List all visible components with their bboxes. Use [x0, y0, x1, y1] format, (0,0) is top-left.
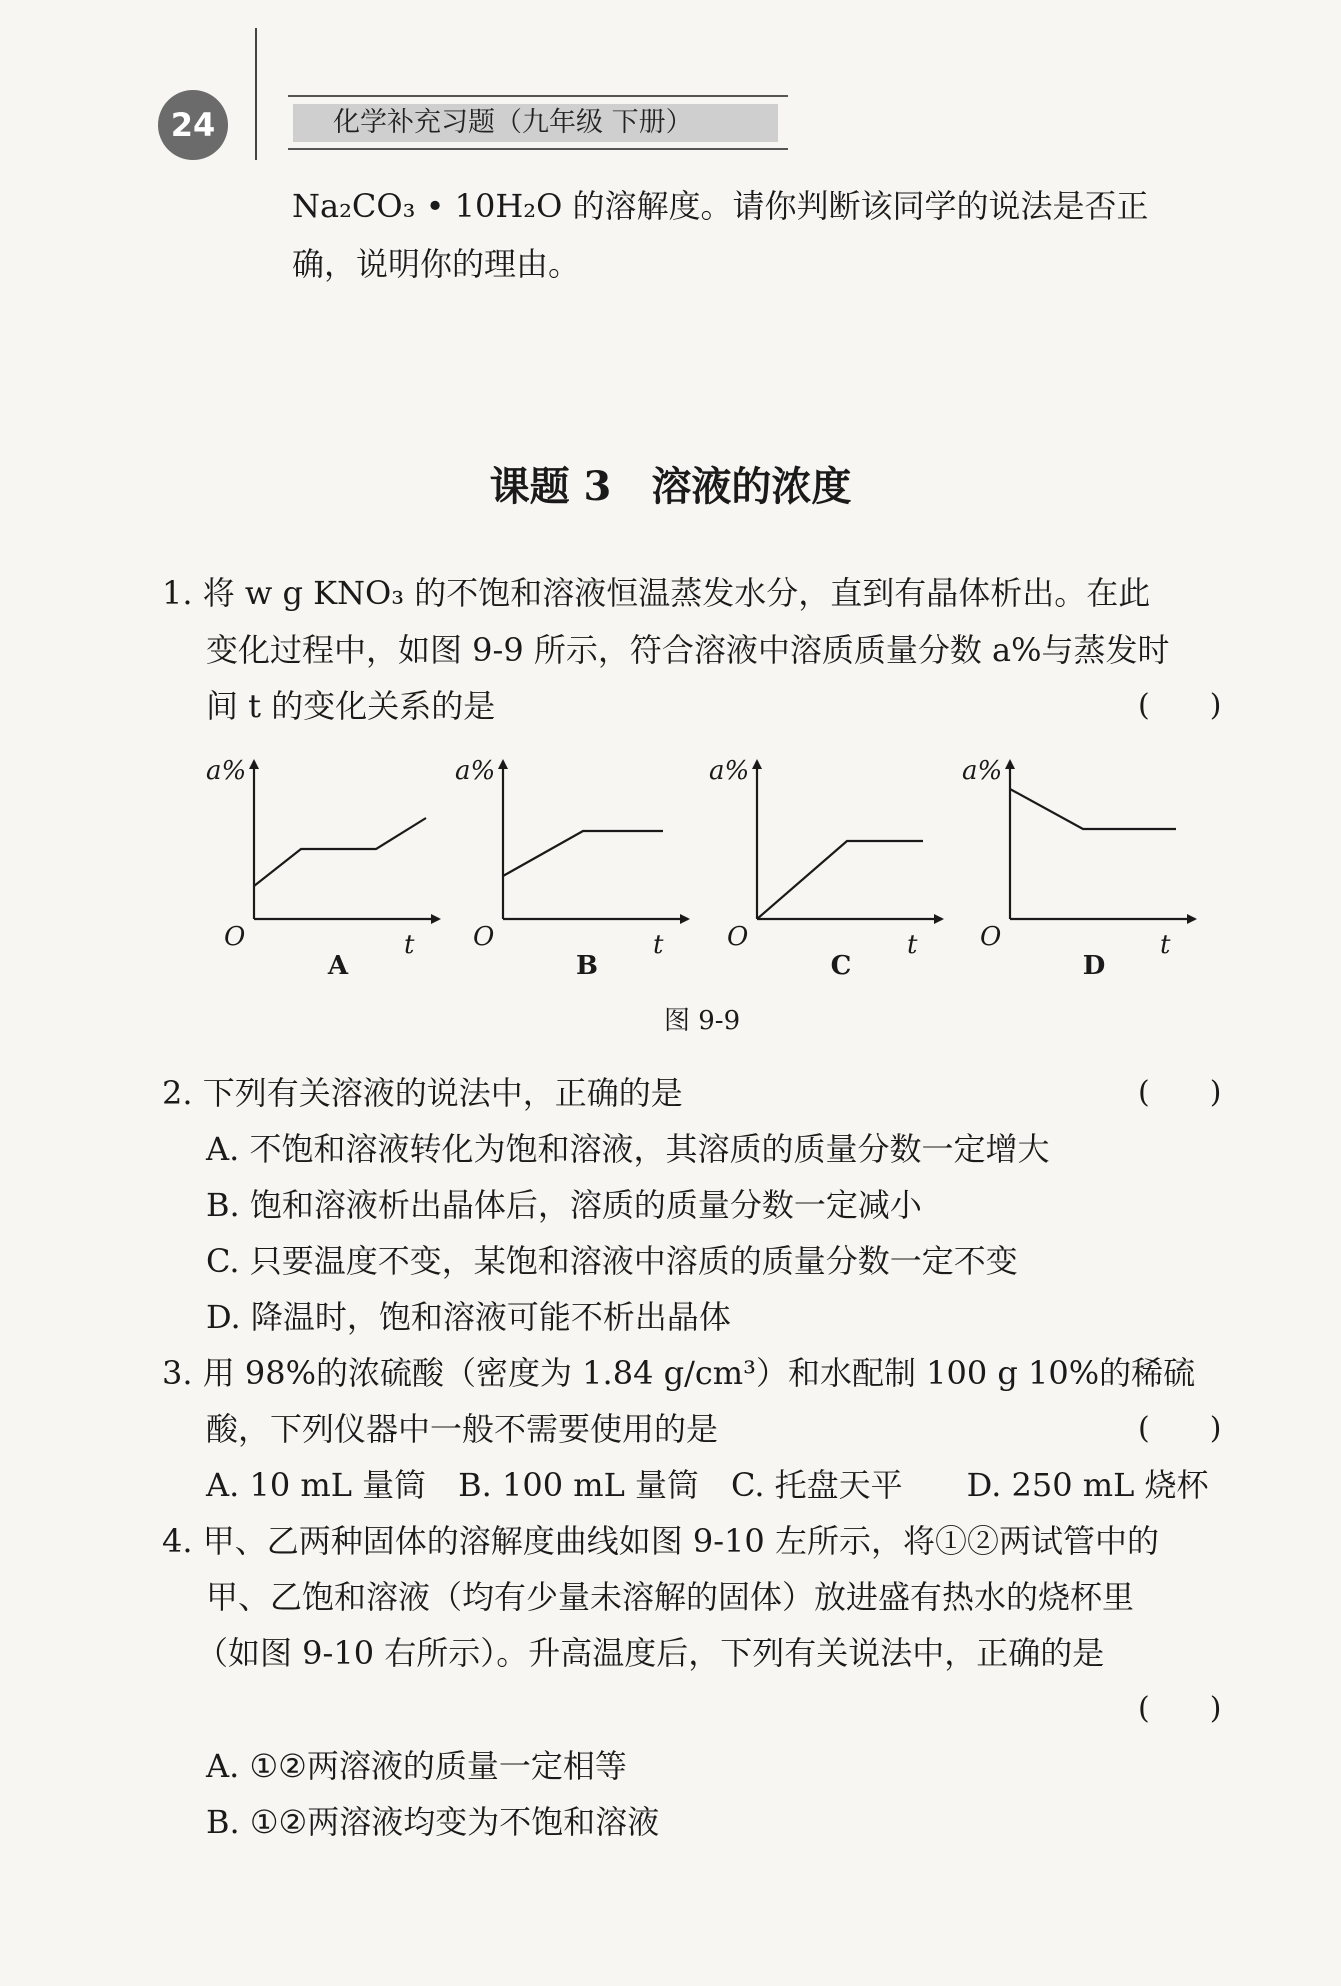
figure-9-9	[0, 740, 1341, 1040]
q2-option-b: B. 饱和溶液析出晶体后，溶质的质量分数一定减小	[206, 1186, 922, 1224]
header-rule-bottom	[288, 148, 788, 150]
curve-b	[503, 831, 663, 876]
curve-d	[1010, 789, 1176, 829]
book-title: 化学补充习题（九年级 下册）	[293, 104, 778, 142]
y-axis-label: a%	[206, 756, 247, 786]
q3-line-1: 3. 用 98%的浓硫酸（密度为 1.84 g/cm³）和水配制 100 g 10%的稀硫	[162, 1354, 1196, 1392]
x-axis-label: t	[653, 930, 664, 960]
x-axis-label: t	[404, 930, 415, 960]
section-title: 课题 3 溶液的浓度	[489, 463, 852, 510]
origin-label: O	[224, 922, 246, 952]
q4-answer-paren: ( )	[1138, 1691, 1222, 1726]
page-number: 24	[158, 90, 228, 160]
figure-caption: 图 9-9	[664, 1006, 741, 1036]
q2-option-d: D. 降温时，饱和溶液可能不析出晶体	[206, 1298, 731, 1336]
q1-answer-paren: ( )	[1138, 688, 1222, 723]
graph-a	[206, 756, 439, 981]
graph-b	[455, 756, 688, 981]
origin-label: O	[980, 922, 1002, 952]
q3-line-2: 酸，下列仪器中一般不需要使用的是	[206, 1410, 719, 1448]
q2-option-c: C. 只要温度不变，某饱和溶液中溶质的质量分数一定不变	[206, 1242, 1018, 1280]
q2-stem: 2. 下列有关溶液的说法中，正确的是	[162, 1074, 683, 1112]
intro-line-2: 确，说明你的理由。	[292, 245, 581, 283]
q2-answer-paren: ( )	[1138, 1075, 1222, 1110]
y-axis-label: a%	[709, 756, 750, 786]
header-rule-top	[288, 95, 788, 97]
x-axis-label: t	[907, 930, 918, 960]
x-axis-label: t	[1160, 930, 1171, 960]
origin-label: O	[473, 922, 495, 952]
y-axis-label: a%	[455, 756, 496, 786]
q1-line-2: 变化过程中，如图 9-9 所示，符合溶液中溶质质量分数 a%与蒸发时	[206, 631, 1170, 669]
q4-option-a: A. ①②两溶液的质量一定相等	[206, 1747, 627, 1785]
q3-answer-paren: ( )	[1138, 1411, 1222, 1446]
q4-line-3: （如图 9-10 右所示）。升高温度后，下列有关说法中，正确的是	[196, 1634, 1105, 1672]
curve-a	[254, 818, 426, 886]
q1-line-3: 间 t 的变化关系的是	[206, 687, 496, 725]
graph-c	[709, 756, 942, 981]
header-divider	[255, 28, 257, 160]
q3-options: A. 10 mL 量筒 B. 100 mL 量筒 C. 托盘天平 D. 250 mL 烧杯	[206, 1466, 1209, 1504]
q4-line-2: 甲、乙饱和溶液（均有少量未溶解的固体）放进盛有热水的烧杯里	[206, 1578, 1135, 1616]
curve-c	[757, 841, 923, 919]
intro-line-1: Na₂CO₃ • 10H₂O 的溶解度。请你判断该同学的说法是否正	[292, 187, 1149, 225]
graph-label-d: D	[1082, 951, 1106, 981]
graph-d	[962, 756, 1195, 981]
q4-line-1: 4. 甲、乙两种固体的溶解度曲线如图 9-10 左所示，将①②两试管中的	[162, 1522, 1159, 1560]
q1-line-1: 1. 将 w g KNO₃ 的不饱和溶液恒温蒸发水分，直到有晶体析出。在此	[162, 574, 1151, 612]
origin-label: O	[727, 922, 749, 952]
y-axis-label: a%	[962, 756, 1003, 786]
graph-label-a: A	[327, 951, 349, 981]
q4-option-b: B. ①②两溶液均变为不饱和溶液	[206, 1803, 660, 1841]
graph-label-c: C	[830, 951, 852, 981]
q2-option-a: A. 不饱和溶液转化为饱和溶液，其溶质的质量分数一定增大	[206, 1130, 1050, 1168]
graph-label-b: B	[576, 951, 598, 981]
